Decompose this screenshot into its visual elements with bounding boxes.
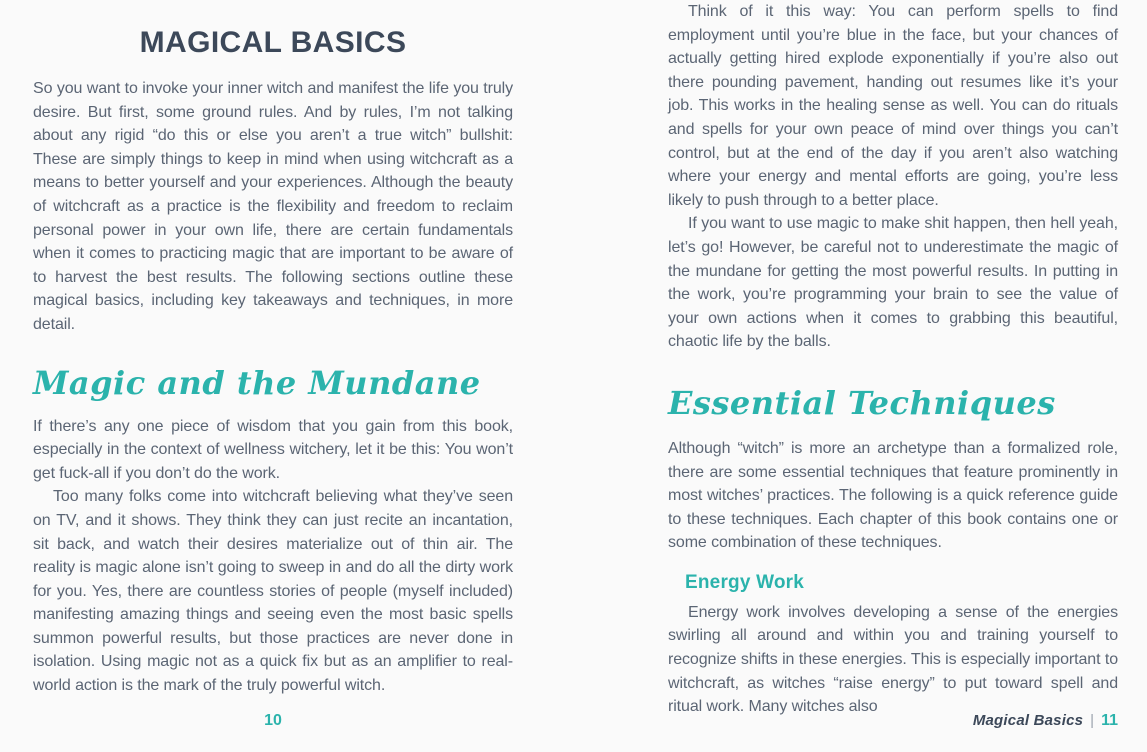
footer-chapter-title: Magical Basics: [972, 712, 1084, 729]
left-page-number: 10: [264, 712, 282, 729]
body-paragraph: Although “witch” is more an archetype than a formalized role, there are some essential techniques that feature prominently in most witches’ practices. The following is a quick reference guide to these techniques. Each chapter of this book contains one or some combination of these techniques.: [668, 439, 1118, 552]
body-paragraph: If there’s any one piece of wisdom that you gain from this book, especially in the context of wellness witchery, let it be this: You won’t get fuck-all if you don’t do the work.: [33, 417, 513, 482]
body-paragraph: Think of it this way: You can perform spells to find employment until you’re blue in the face, but your chances of actually getting hired explode exponentially if you’re also out there pounding pavement, handing out resumes like it’s your job. This works in the healing sense as well. You can do rituals and spells for your own peace of mind over things you can’t control, but at the end of the day if you aren’t also watching where your energy and mental efforts are going, you’re less likely to push through to a better place.: [668, 3, 1118, 209]
footer-separator: |: [1090, 712, 1095, 729]
section-heading-essential-techniques: Essential Techniques: [668, 383, 1056, 422]
left-page: [33, 0, 513, 752]
intro-paragraph: So you want to invoke your inner witch and manifest the life you truly desire. But first, some ground rules. And by rules, I’m not talking about any rigid “do this or else you aren’t a true witch” bullshit: These are simply things to keep in mind when using witchcraft as a means to better yourself and your experiences. Although the beauty of witchcraft as a practice is the flexibility and freedom to reclaim personal power in your own life, there are certain fundamentals when it comes to practicing magic that are important to be aware of to harvest the best results. The following sections outline these magical basics, including key takeaways and techniques, in more detail.: [33, 80, 513, 333]
body-paragraph: Energy work involves developing a sense of the energies swirling all around and within you and training yourself to recognize shifts in these energies. This is especially important to witchcraft, as witches “raise energy” to put toward spell and ritual work. Many witches also: [668, 603, 1118, 716]
section-heading-magic-and-the-mundane: Magic and the Mundane: [33, 363, 481, 402]
body-paragraph: If you want to use magic to make shit happen, then hell yeah, let’s go! However, be careful not to underestimate the magic of the mundane for getting the most powerful results. In putting in the work, you’re programming your brain to see the value of your own actions when it comes to grabbing this beautiful, chaotic life by the balls.: [668, 215, 1118, 351]
body-paragraph: Too many folks come into witchcraft believing what they’ve seen on TV, and it shows. They think they can just recite an incantation, sit back, and watch their desires materialize out of thin air. The reality is magic alone isn’t going to sweep in and do all the dirty work for you. Yes, there are countless stories of people (myself included) manifesting amazing things and seeing even the most basic spells summon powerful results, but those practices are never done in isolation. Using magic not as a quick fix but as an amplifier to real-world action is the mark of the truly powerful witch.: [33, 488, 513, 695]
right-page-footer: [668, 712, 1118, 730]
right-page: [668, 0, 1118, 752]
right-page-number: 11: [1101, 712, 1118, 729]
subsection-heading-energy-work: Energy Work: [685, 571, 805, 593]
chapter-title: MAGICAL BASICS: [139, 26, 407, 59]
